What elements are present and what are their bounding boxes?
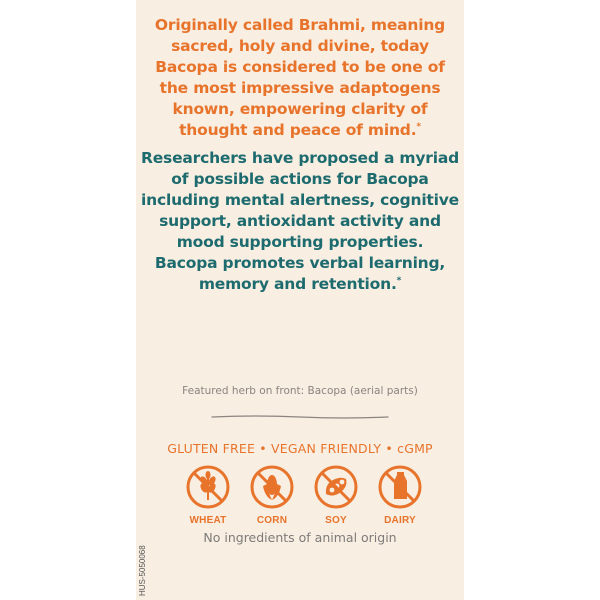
text-line: mood supporting properties. xyxy=(176,233,424,251)
text-line: memory and retention. xyxy=(198,275,397,293)
animal-origin-note: No ingredients of animal origin xyxy=(203,530,397,545)
footnote-asterisk: * xyxy=(396,275,402,286)
text-line-with-footnote xyxy=(136,120,464,141)
text-line: thought and peace of mind. xyxy=(179,121,417,139)
divider-line xyxy=(210,414,390,420)
allergen-label: SOY xyxy=(325,515,347,526)
footnote-asterisk: * xyxy=(416,121,421,132)
product-code: HUS-5050068 xyxy=(138,545,147,596)
text-line: of possible actions for Bacopa xyxy=(171,170,429,188)
research-paragraph xyxy=(136,148,464,295)
featured-herb-note: Featured herb on front: Bacopa (aerial parts) xyxy=(182,385,418,397)
allergen-label: CORN xyxy=(256,515,288,526)
text-line: Originally called Brahmi, meaning xyxy=(154,16,446,34)
allergen-soy xyxy=(309,464,363,526)
certification-claims: GLUTEN FREE • VEGAN FRIENDLY • cGMP xyxy=(167,441,433,456)
text-line: Researchers have proposed a myriad xyxy=(141,149,459,167)
text-line: Bacopa promotes verbal learning, xyxy=(154,254,446,272)
label-panel xyxy=(136,0,464,600)
corn-icon xyxy=(249,464,295,510)
text-line: known, empowering clarity of xyxy=(172,100,428,118)
allergen-dairy xyxy=(373,464,427,526)
allergen-wheat xyxy=(181,464,235,526)
allergen-free-icons xyxy=(181,464,421,534)
allergen-label: WHEAT xyxy=(189,515,227,526)
text-line: sacred, holy and divine, today xyxy=(171,37,429,55)
text-line: Bacopa is considered to be one of xyxy=(155,58,445,76)
allergen-label: DAIRY xyxy=(384,515,416,526)
text-line-with-footnote xyxy=(136,274,464,295)
text-line: the most impressive adaptogens xyxy=(159,79,441,97)
soy-icon xyxy=(313,464,359,510)
wheat-icon xyxy=(185,464,231,510)
text-line: including mental alertness, cognitive xyxy=(141,191,459,209)
text-line: support, antioxidant activity and xyxy=(159,212,441,230)
dairy-icon xyxy=(377,464,423,510)
allergen-corn xyxy=(245,464,299,526)
origin-paragraph xyxy=(136,15,464,141)
